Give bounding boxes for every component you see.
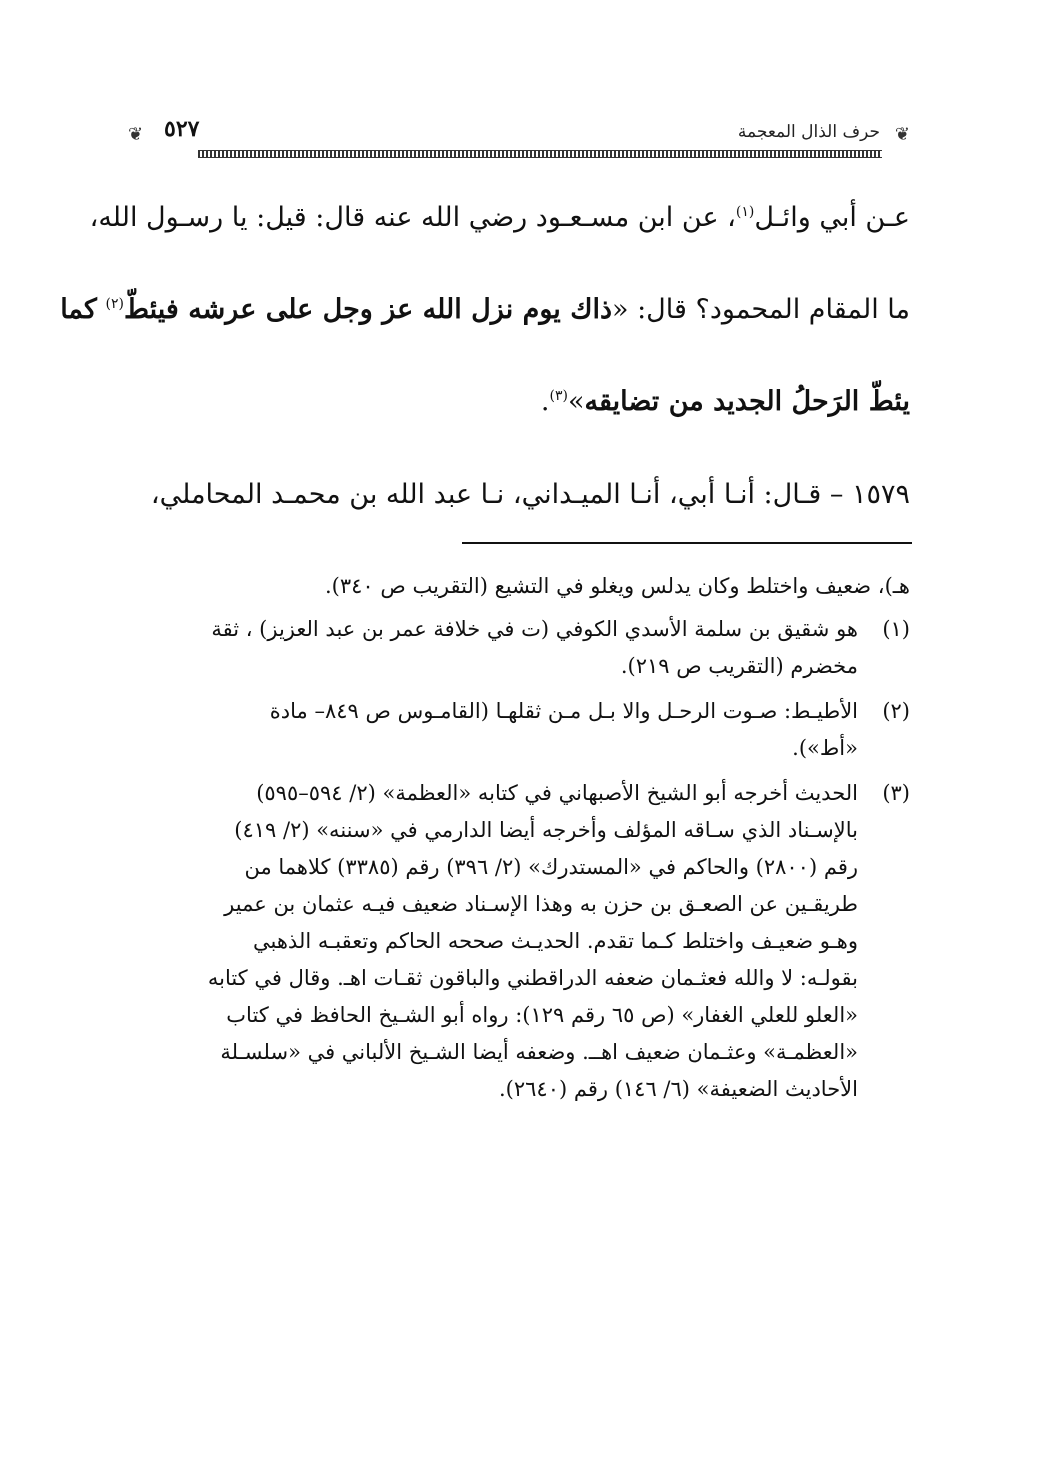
- footnote-body: الأطيـط: صـوت الرحـل والا بـل مـن ثقلهـا (القامـوس ص ٨٤٩– مادة «أط»).: [269, 699, 858, 760]
- footnotes: [128, 568, 910, 1116]
- footnote-number: (١): [882, 617, 910, 641]
- header-rule: [198, 150, 882, 158]
- footnote-number: (٢): [882, 699, 910, 723]
- main-line-1: عـن أبي وائـل$^{(١)}$، عن ابن مسـعـود رضي الله عنه قال: قيل: يا رسـول الله،: [89, 202, 910, 233]
- footnote-2: [128, 693, 910, 767]
- footnote-body: هو شقيق بن سلمة الأسدي الكوفي (ت في خلافة عمر بن عبد العزيز) ، ثقة مخضرم (التقريب ص ٢١٩).: [211, 617, 858, 678]
- footnote-ref-1[interactable]: (١): [735, 204, 755, 220]
- main-line-3: يئطّ الرَحلُ الجديد من تضايقه»$^{(٣)}$.: [540, 386, 910, 417]
- page-header: [128, 118, 910, 158]
- ornament-icon: ❦: [128, 124, 144, 145]
- footnote-ref-3[interactable]: (٣): [549, 388, 568, 404]
- footnote-ref-2[interactable]: (٢): [105, 296, 124, 312]
- chapter-title: حرف الذال المعجمة: [737, 122, 880, 142]
- narration-line: ١٥٧٩ – قـال: أنـا أبي، أنـا الميـداني، نـا عبد الله بن محمـد المحاملي،: [150, 479, 910, 510]
- footnote-body: الحديث أخرجه أبو الشيخ الأصبهاني في كتابه «العظمة» (٢/ ٥٩٤–٥٩٥) بالإسـناد الذي سـاقه المؤلف وأخرجه أيضا الدارمي في «سننه» (٢/ ٤١٩) رقم (٢٨٠٠) والحاكم في «المستدرك» (٢/ ٣٩٦) رقم (٣٣٨٥) كلاهما من طريقـين عن الصعـق بن حزن به وهذا الإسـناد ضعيف فيـه عثمان بن عمير وهـو ضعيـف واختلط كـما تقدم. الحديـث صححه الحاكم وتعقبـه الذهبي بقولـه: لا والله فعثـمان ضعفه الدراقطني والباقون ثقـات اهـ. وقال في كتابه «العلو للعلي الغفار» (ص ٦٥ رقم ١٢٩): رواه أبو الشـيخ الحافظ في كتاب «العظمـة» وعثـمان ضعيف اهــ. وضعفه أيضا الشـيخ الألباني في «سلسـلة الأحاديث الضعيفة» (٦/ ١٤٦) رقم (٢٦٤٠).: [207, 781, 858, 1101]
- page-number: ٥٢٧: [164, 116, 200, 142]
- main-text: [60, 172, 910, 448]
- footnote-3: [128, 775, 910, 1108]
- footnote-1: [128, 611, 910, 685]
- ornament-icon: ❦: [894, 124, 910, 145]
- footnote-carry-over: هـ)، ضعيف واختلط وكان يدلس ويغلو في التشيع (التقريب ص ٣٤٠).: [325, 574, 910, 598]
- footnote-number: (٣): [882, 781, 910, 805]
- footnote-separator: [462, 542, 912, 544]
- main-line-2: ما المقام المحمود؟ قال: «ذاك يوم نزل الله عز وجل على عرشه فيئطّ$^{(٢)}$ كما: [60, 294, 910, 325]
